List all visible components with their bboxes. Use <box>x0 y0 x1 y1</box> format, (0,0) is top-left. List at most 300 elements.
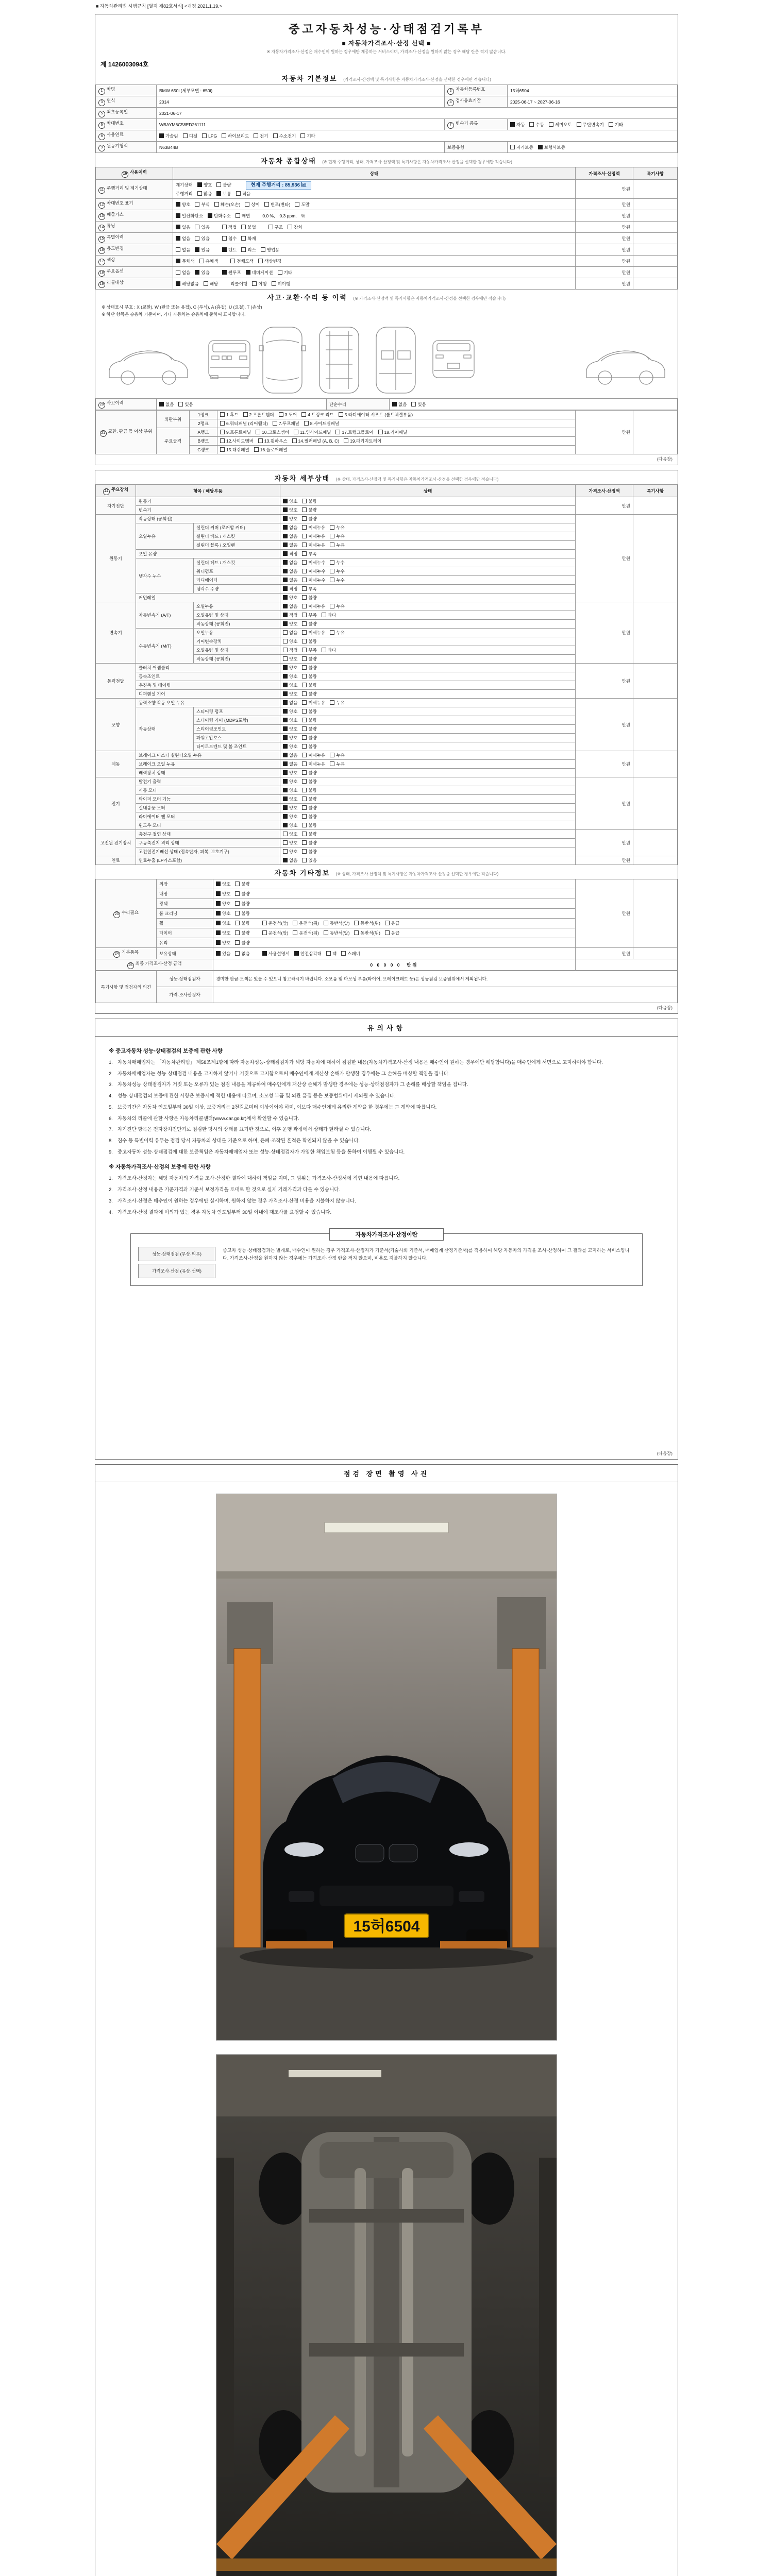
checkbox-option: 상이 <box>245 202 259 207</box>
page-3 <box>95 1019 678 1460</box>
item-cell: 라디에이터 팬 모터 <box>136 812 280 821</box>
detail-row <box>96 699 678 707</box>
field-label: 4 검사유효기간 <box>445 96 508 108</box>
checkbox-option: 운전석(앞) <box>262 921 289 926</box>
checkbox-option: 미세누유 <box>302 700 325 705</box>
checkbox-option: 침수 <box>222 236 237 241</box>
checkbox-option: 양호 <box>216 921 230 926</box>
price-cell: 만원 <box>576 267 633 278</box>
checkbox-option: 양호 <box>283 805 297 810</box>
price-cell: 만원 <box>576 699 633 751</box>
checkbox-option: 응급 <box>385 930 399 936</box>
item-cell: 브레이크 마스터 실린더오일 누유 <box>136 751 280 760</box>
checkbox-checked-icon <box>195 270 199 275</box>
checkbox-unchecked-icon <box>302 613 307 617</box>
checkbox-option: 양호 <box>176 202 190 207</box>
price-survey-info-cell: 성능·상태점검 (무상·의무) <box>138 1247 215 1261</box>
checkbox-option: 기타 <box>609 122 623 127</box>
checkbox-checked-icon <box>283 805 288 810</box>
detail-row <box>96 856 678 865</box>
checkbox-option: 기타 <box>300 133 315 139</box>
checkbox-option: 불량 <box>235 891 249 896</box>
item-cell: 작동상태 (공회전) <box>136 515 280 523</box>
checkbox-option: 전체도색 <box>230 259 254 264</box>
checkbox-option: 양호 <box>216 940 230 945</box>
checkbox-unchecked-icon <box>330 560 334 565</box>
checkbox-unchecked-icon <box>302 840 307 845</box>
accident-note: (※ 가격조사·산정액 및 특기사항은 자동차가격조사·산정을 선택한 경우에만 적습니다) <box>353 296 506 301</box>
item-cell: 수동변속기 (M/T) <box>136 629 194 664</box>
checkbox-option: 불량 <box>302 665 316 670</box>
checkbox-option: 7.루프패널 <box>273 421 299 426</box>
checkbox-option: 양호 <box>283 726 297 732</box>
state-cell <box>280 611 576 620</box>
checkbox-checked-icon <box>283 560 288 565</box>
checkbox-option: 양호 <box>283 656 297 662</box>
notice-item <box>109 1198 664 1206</box>
state-cell <box>280 541 576 550</box>
checkbox-unchecked-icon <box>222 133 226 138</box>
state-cell <box>280 699 576 707</box>
checkbox-unchecked-icon <box>354 930 359 935</box>
checkbox-unchecked-icon <box>288 225 292 229</box>
checkbox-option: 많음 <box>197 191 212 196</box>
checkbox-option: 있음 <box>195 225 209 230</box>
checkbox-option: 없음 <box>283 761 297 767</box>
option-line <box>176 201 573 208</box>
note-cell <box>633 515 678 602</box>
checkbox-unchecked-icon <box>330 578 334 582</box>
checkbox-checked-icon <box>283 604 288 608</box>
checkbox-checked-icon <box>283 823 288 827</box>
price-survey-info-cell: 가격조사·산정 (유상·선택) <box>138 1264 215 1278</box>
checkbox-unchecked-icon <box>302 683 307 687</box>
option-line <box>176 235 573 242</box>
col-header: 상태 <box>173 167 576 180</box>
checkbox-option: 양호 <box>283 499 297 504</box>
price-cell: 만원 <box>576 777 633 830</box>
mileage-callout: 현재 주행거리 : 85,936 ㎞ <box>246 181 311 190</box>
checkbox-unchecked-icon <box>283 630 288 635</box>
rank-label: 2랭크 <box>190 419 217 428</box>
checkbox-option: 불량 <box>216 182 231 188</box>
checkbox-option: 적음 <box>236 191 250 196</box>
price-survey-info-cells <box>138 1247 215 1278</box>
checkbox-option: 하이브리드 <box>222 133 249 139</box>
detail-heading <box>95 470 678 484</box>
checkbox-option: 부족 <box>302 586 316 591</box>
notice-item-number: 7. <box>109 1127 113 1133</box>
remarks-label: 특기사항 및 점검자의 의견 <box>96 971 157 1003</box>
remarks-table-container <box>95 971 678 1003</box>
notice-item-text: 자동차성능·상태점검자가 거짓 또는 오류가 있는 점검 내용을 제공하여 매수인에게 재산상 손해가 발생한 경우에는 성능·상태점검자가 그 손해를 배상할 책임을 집니다. <box>117 1082 468 1088</box>
notice-item <box>109 1138 664 1145</box>
notice-item-text: 중고자동차 성능·상태점검에 대한 보증책임은 자동차매매업자 또는 성능·상태점검자가 가입한 책임보험 등을 통하여 이행될 수 있습니다. <box>117 1149 405 1155</box>
checkbox-option: 불량 <box>302 709 316 714</box>
checkbox-unchecked-icon <box>252 281 257 286</box>
item-number: 17 <box>98 259 105 265</box>
checkbox-option: 적정 <box>283 551 297 556</box>
checkbox-checked-icon <box>283 665 288 670</box>
notice-item <box>109 1175 664 1183</box>
state-cell <box>280 795 576 804</box>
checkbox-option: 불량 <box>302 726 316 732</box>
field-label: 3 연식 <box>96 96 157 108</box>
detail-row <box>96 515 678 523</box>
checkbox-checked-icon <box>216 921 221 925</box>
checkbox-checked-icon <box>283 709 288 714</box>
item-number: 5 <box>98 111 105 117</box>
checkbox-unchecked-icon <box>283 656 288 661</box>
checkbox-option: 양호 <box>283 507 297 513</box>
note-cell <box>633 233 678 244</box>
checkbox-option: 16.플로어패널 <box>254 447 288 452</box>
checkbox-option: 도말 <box>295 202 309 207</box>
checkbox-unchecked-icon <box>262 921 267 925</box>
checkbox-option: 해당없음 <box>176 281 199 286</box>
accident-history-table <box>95 398 678 410</box>
item-cell: 광택 <box>157 899 213 909</box>
rank-label: C랭크 <box>190 446 217 454</box>
checkbox-checked-icon <box>283 525 288 530</box>
checkbox-unchecked-icon <box>330 534 334 538</box>
checkbox-checked-icon <box>283 595 288 600</box>
item-cell: 커먼레일 <box>136 594 280 602</box>
document-subtitle: ■ 자동차가격조사·산정 선택 ■ <box>342 40 431 47</box>
next-page-marker: (다음장) <box>657 1005 673 1010</box>
rank-label: 1랭크 <box>190 411 217 419</box>
basic-info-title: 자동차 기본정보 <box>282 75 338 82</box>
field-label: 5 최초등록일 <box>96 108 157 119</box>
col-header: 22 주요장치 <box>96 485 136 497</box>
checkbox-unchecked-icon <box>216 182 221 187</box>
subitem-cell: 실린더 커버 (로커암 커버) <box>194 523 280 532</box>
final-price-label: 25 최종 가격조사·산정 금액 <box>96 959 213 971</box>
field-value: BMW 650i (세부모델 : 650i) <box>157 85 445 96</box>
state-cell <box>280 848 576 856</box>
panel-rank-table <box>95 410 678 454</box>
device-group: 동력전달 <box>96 664 136 699</box>
checkbox-option: 가솔린 <box>159 133 178 139</box>
checkbox-option: 디젤 <box>183 133 197 139</box>
state-cell <box>280 725 576 734</box>
item-cell: 보유상태 <box>157 948 213 959</box>
option-line <box>216 939 573 946</box>
checkbox-unchecked-icon <box>302 832 307 836</box>
state-cell <box>213 889 576 899</box>
item-number: 1 <box>98 88 105 95</box>
state-cell <box>173 256 576 267</box>
checkbox-option: 17.트렁크플로어 <box>335 430 373 435</box>
checkbox-option: 불량 <box>302 788 316 793</box>
checkbox-checked-icon <box>216 951 221 956</box>
price-cell: 만원 <box>576 222 633 233</box>
checkbox-unchecked-icon <box>300 133 305 138</box>
price-cell: 만원 <box>576 497 633 515</box>
detail-table-container <box>95 484 678 865</box>
checkbox-option: 부식 <box>195 202 209 207</box>
item-cell: 외장 <box>157 879 213 889</box>
item-cell: 디퍼렌셜 기어 <box>136 690 280 699</box>
checkbox-unchecked-icon <box>302 770 307 775</box>
row-label: 17 색상 <box>96 256 173 267</box>
checkbox-unchecked-icon <box>245 202 249 207</box>
checkbox-unchecked-icon <box>235 901 240 906</box>
checkbox-option: 없음 <box>176 247 190 252</box>
field-label: 7 변속기 종류 <box>445 119 508 130</box>
subitem-cell: 스티어링 펌프 <box>194 707 280 716</box>
subitem-cell: 오일누유 <box>194 629 280 637</box>
checkbox-option: 구조 <box>268 225 283 230</box>
checkbox-unchecked-icon <box>197 191 202 196</box>
inline-text: 주행거리 <box>176 191 193 196</box>
inline-text: 0.0 %, <box>262 213 275 218</box>
checkbox-option: 없음 <box>283 560 297 565</box>
item-number: 6 <box>98 122 105 129</box>
checkbox-checked-icon <box>283 779 288 784</box>
notice-item-number: 8. <box>109 1138 113 1144</box>
checkbox-option: 불량 <box>302 718 316 723</box>
state-cell <box>280 646 576 655</box>
item-cell: 변속기 <box>136 506 280 515</box>
checkbox-option: 적정 <box>283 648 297 653</box>
checkbox-unchecked-icon <box>330 569 334 573</box>
state-cell <box>280 751 576 760</box>
state-cell <box>280 532 576 541</box>
item-cell: 구동축전지 격리 상태 <box>136 839 280 848</box>
checkbox-option: 불량 <box>235 930 249 936</box>
price-cell: 만원 <box>576 602 633 664</box>
subitem-cell: 스티어링조인트 <box>194 725 280 734</box>
checkbox-unchecked-icon <box>302 578 307 582</box>
checkbox-unchecked-icon <box>302 691 307 696</box>
checkbox-unchecked-icon <box>195 236 199 241</box>
checkbox-unchecked-icon <box>302 630 307 635</box>
checkbox-unchecked-icon <box>293 921 297 925</box>
checkbox-option: 전기 <box>254 133 268 139</box>
checkbox-option: 누유 <box>330 534 344 539</box>
checkbox-unchecked-icon <box>324 930 328 935</box>
detail-row <box>96 497 678 506</box>
checkbox-option: 불량 <box>235 901 249 906</box>
price-cell: 만원 <box>576 199 633 210</box>
checkbox-unchecked-icon <box>411 402 416 406</box>
checkbox-unchecked-icon <box>302 858 307 862</box>
checkbox-option: 세미오토 <box>549 122 572 127</box>
item-number: 14 <box>98 225 105 231</box>
notice-heading-b: ※ 자동차가격조사·산정의 보증에 관한 사항 <box>109 1164 211 1171</box>
row-label: 19 리콜대상 <box>96 278 173 290</box>
col-header: 가격조사·산정액 <box>576 485 633 497</box>
checkbox-option: 렌트 <box>222 247 237 252</box>
checkbox-option: 불량 <box>302 691 316 697</box>
checkbox-unchecked-icon <box>302 595 307 600</box>
state-cell <box>280 812 576 821</box>
checkbox-checked-icon <box>176 259 180 263</box>
checkbox-option: 불량 <box>302 735 316 740</box>
checkbox-option: 잭 <box>326 951 337 956</box>
item-cell: 원동기 <box>136 497 280 506</box>
table-row <box>96 222 678 233</box>
checkbox-unchecked-icon <box>378 430 383 434</box>
subitem-cell: 오일누유 <box>194 602 280 611</box>
note-cell <box>633 497 678 515</box>
checkbox-option: 수동 <box>529 122 544 127</box>
table-row <box>96 399 678 410</box>
checkbox-option: 미세누유 <box>302 630 325 635</box>
note-cell <box>633 664 678 699</box>
notice-item <box>109 1209 664 1217</box>
checkbox-unchecked-icon <box>236 191 241 196</box>
table-row <box>96 210 678 222</box>
field-value: 2014 <box>157 96 445 108</box>
checkbox-checked-icon <box>283 621 288 626</box>
checkbox-option: 누유 <box>330 604 344 609</box>
checkbox-option: 미세누유 <box>302 761 325 767</box>
subitem-cell: 기어변속장치 <box>194 637 280 646</box>
option-line <box>216 900 573 907</box>
subitem-cell: 실린더 헤드 / 개스킷 <box>194 532 280 541</box>
notice-item-number: 3. <box>109 1198 113 1204</box>
checkbox-option: 동반석(앞) <box>324 921 350 926</box>
state-cell <box>280 786 576 795</box>
subitem-cell: 작동상태 (공회전) <box>194 655 280 664</box>
checkbox-option: 동반석(뒤) <box>354 930 380 936</box>
row-label: 11 주행거리 및 계기상태 <box>96 180 173 199</box>
checkbox-unchecked-icon <box>178 402 183 406</box>
checkbox-unchecked-icon <box>235 911 240 916</box>
checkbox-unchecked-icon <box>385 921 390 925</box>
checkbox-unchecked-icon <box>283 832 288 836</box>
checkbox-option: 불량 <box>302 832 316 837</box>
photos-title: 점검 장면 촬영 사진 <box>95 1465 678 1482</box>
state-cell <box>280 585 576 594</box>
checkbox-checked-icon <box>283 691 288 696</box>
checkbox-unchecked-icon <box>220 412 225 417</box>
checkbox-option: 불량 <box>302 779 316 784</box>
detail-title: 자동차 세부상태 <box>274 474 330 482</box>
license-plate-text: 15허6504 <box>353 1918 420 1935</box>
field-value: WBAYM6C58ED261111 <box>157 119 445 130</box>
checkbox-checked-icon <box>222 247 227 252</box>
notice-item <box>109 1115 664 1123</box>
item-number: 22 <box>103 488 110 495</box>
checkbox-option: 9.프론트패널 <box>220 430 251 435</box>
checkbox-checked-icon <box>283 788 288 792</box>
checkbox-checked-icon <box>216 940 221 945</box>
checkbox-checked-icon <box>283 674 288 679</box>
notice-item-number: 9. <box>109 1149 113 1155</box>
checkbox-unchecked-icon <box>302 665 307 670</box>
checkbox-unchecked-icon <box>183 133 188 138</box>
price-survey-info-title: 자동차가격조사·산정이란 <box>329 1228 444 1241</box>
item-number: 21 <box>100 430 107 437</box>
item-cell: 오일누유 <box>136 523 194 550</box>
checkbox-option: 양호 <box>216 891 230 896</box>
field-label: 9 원동기형식 <box>96 142 157 153</box>
state-cell <box>280 742 576 751</box>
detail-row <box>96 751 678 760</box>
checkbox-checked-icon <box>283 858 288 862</box>
checkbox-unchecked-icon <box>330 543 334 547</box>
checkbox-option: 불량 <box>302 683 316 688</box>
checkbox-option: 3.도어 <box>279 412 297 417</box>
checkbox-unchecked-icon <box>302 525 307 530</box>
checkbox-option: 불량 <box>302 840 316 845</box>
row-label: 단순수리 <box>327 399 390 410</box>
checkbox-unchecked-icon <box>283 849 288 854</box>
checkbox-unchecked-icon <box>341 951 346 956</box>
checkbox-unchecked-icon <box>222 236 227 241</box>
price-cell: 만원 <box>576 948 633 959</box>
checkbox-option: 있음 <box>195 247 209 252</box>
subitem-cell: 실린더 블록 / 오일팬 <box>194 541 280 550</box>
note-cell <box>633 222 678 233</box>
device-group: 전기 <box>96 777 136 830</box>
checkbox-option: 없음 <box>283 630 297 635</box>
state-cell <box>280 716 576 725</box>
checkbox-unchecked-icon <box>236 213 240 218</box>
checkbox-unchecked-icon <box>302 726 307 731</box>
state-cell <box>280 777 576 786</box>
checkbox-unchecked-icon <box>273 133 278 138</box>
state-cell <box>280 620 576 629</box>
notice-item-number: 4. <box>109 1093 113 1099</box>
checkbox-unchecked-icon <box>322 648 326 652</box>
header-row <box>96 485 678 497</box>
checkbox-checked-icon <box>216 882 221 886</box>
checkbox-unchecked-icon <box>302 648 307 652</box>
price-survey-info-text: 중고차 성능·상태점검과는 별개로, 매수인이 원하는 경우 가격조사·산정자가 기준서(기술사회 기준서, 매매업계 산정기준서)를 적용하여 해당 자동차의 가격을 조사·산정하여 그 결과를 고지하는 서비스입니다. 가격조사·산정을 원하지 않는 경우에는 가격조사·산정 란을 적지 않으며, 비용도 지불하지 않습니다. <box>223 1248 630 1261</box>
checkbox-option: 양호 <box>283 595 297 600</box>
checkbox-unchecked-icon <box>302 639 307 643</box>
checkbox-option: 미이행 <box>272 281 291 286</box>
checkbox-checked-icon <box>283 814 288 819</box>
checkbox-unchecked-icon <box>283 639 288 643</box>
checkbox-checked-icon <box>283 796 288 801</box>
state-cell <box>213 879 576 889</box>
field-label: 6 차대번호 <box>96 119 157 130</box>
price-cell: 만원 <box>576 879 633 948</box>
price-survey-info-box <box>130 1233 643 1286</box>
price-cell: 만원 <box>576 830 633 856</box>
checkbox-checked-icon <box>262 951 267 956</box>
checkbox-option: 리스 <box>241 247 256 252</box>
checkbox-option: 있음 <box>195 270 209 275</box>
photos-area <box>95 1482 678 2576</box>
checkbox-unchecked-icon <box>302 621 307 626</box>
price-survey-info-body <box>131 1241 642 1285</box>
rank-items <box>217 428 576 437</box>
row-label: 13 배출가스 <box>96 210 173 222</box>
checkbox-unchecked-icon <box>302 534 307 538</box>
note-cell <box>633 777 678 830</box>
checkbox-option: 양호 <box>283 718 297 723</box>
checkbox-unchecked-icon <box>339 412 343 417</box>
checkbox-option: 없음 <box>283 578 297 583</box>
item-cell: 클러치 어셈블리 <box>136 664 280 672</box>
basic-info-note: (가격조사·산정액 및 특기사항은 자동차가격조사·산정을 선택한 경우에만 적습니다) <box>343 77 491 82</box>
checkbox-option: 불량 <box>302 499 316 504</box>
note-cell <box>633 256 678 267</box>
detail-note: (※ 상태, 가격조사·산정액 및 특기사항은 자동차가격조사·산정을 선택한 경우에만 적습니다) <box>335 477 499 482</box>
title-block <box>95 14 678 57</box>
checkbox-option: 누유 <box>330 761 344 767</box>
checkbox-option: 미세누유 <box>302 543 325 548</box>
page-2 <box>95 470 678 1014</box>
state-cell <box>280 769 576 777</box>
notice-item-number: 2. <box>109 1071 113 1077</box>
